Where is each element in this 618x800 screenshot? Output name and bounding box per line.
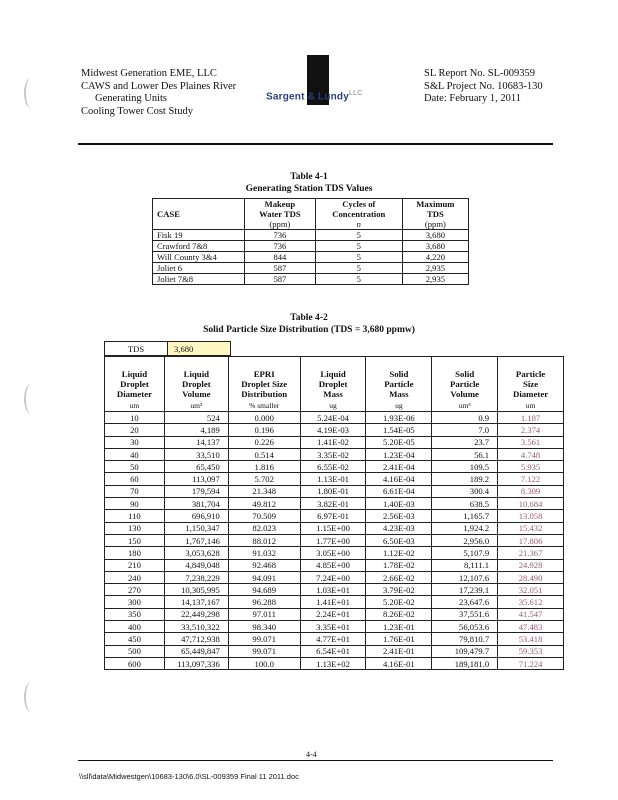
table-cell: 21.348 xyxy=(228,485,300,497)
table-header-row: CASE Water TDS Concentration TDS xyxy=(153,209,469,219)
table-cell: 88.012 xyxy=(228,534,300,546)
table-row xyxy=(105,436,564,448)
table-row xyxy=(105,596,564,608)
table-cell: 91.032 xyxy=(228,547,300,559)
table-cell: 300.4 xyxy=(432,485,498,497)
table-cell: 450 xyxy=(105,633,165,645)
table-cell: 8.26E-02 xyxy=(366,608,432,620)
table-cell: 2.24E+01 xyxy=(300,608,366,620)
table-cell: 7.24E+00 xyxy=(300,571,366,583)
project-number: S&L Project No. 10683-130 xyxy=(424,80,543,92)
table-cell: 8.309 xyxy=(498,485,564,497)
table-cell: 2.56E-03 xyxy=(366,510,432,522)
table-cell: 70 xyxy=(105,485,165,497)
footer-rule xyxy=(78,760,553,761)
table-cell: 20 xyxy=(105,424,165,436)
table-cell: 210 xyxy=(105,559,165,571)
table-cell: 10,305,995 xyxy=(164,584,228,596)
table-cell: 696,910 xyxy=(164,510,228,522)
table-row: Fisk 19 736 5 3,680 xyxy=(153,230,469,241)
table-cell: 110 xyxy=(105,510,165,522)
page-number: 4-4 xyxy=(306,750,317,759)
table-cell: 30 xyxy=(105,436,165,448)
table-row: Joliet 7&8 587 5 2,935 xyxy=(153,274,469,285)
table-cell: 5.20E-02 xyxy=(366,596,432,608)
table-cell: 15.432 xyxy=(498,522,564,534)
table-cell: 3.79E-02 xyxy=(366,584,432,596)
table-cell: 109.5 xyxy=(432,461,498,473)
table-row: Will County 3&4 844 5 4,220 xyxy=(153,252,469,263)
table-cell: 1,924.2 xyxy=(432,522,498,534)
table-cell: 350 xyxy=(105,608,165,620)
table-cell: 1.41E-02 xyxy=(300,436,366,448)
table-cell: 82.023 xyxy=(228,522,300,534)
table-cell: 5.24E-04 xyxy=(300,412,366,424)
table-unit-row: (ppm) n (ppm) xyxy=(153,219,469,230)
table-row xyxy=(105,485,564,497)
table-cell: 0.196 xyxy=(228,424,300,436)
table-cell: 270 xyxy=(105,584,165,596)
table-cell: 1,767,146 xyxy=(164,534,228,546)
table-cell: 500 xyxy=(105,645,165,657)
table-cell: 4.16E-01 xyxy=(366,657,432,669)
table-cell: 23.7 xyxy=(432,436,498,448)
table-cell: 2.41E-01 xyxy=(366,645,432,657)
table-row xyxy=(105,510,564,522)
table-cell: 3,053,628 xyxy=(164,547,228,559)
table-row: Joliet 6 587 5 2,935 xyxy=(153,263,469,274)
table-cell: 1,150,347 xyxy=(164,522,228,534)
table-cell: 400 xyxy=(105,621,165,633)
table-cell: 28.490 xyxy=(498,571,564,583)
table-cell: 59.353 xyxy=(498,645,564,657)
table-cell: 381,704 xyxy=(164,498,228,510)
table-unit-row: um um³ % smaller ug ug um³ um xyxy=(105,399,564,412)
table-cell: 23,647.6 xyxy=(432,596,498,608)
table-cell: 6.50E-03 xyxy=(366,534,432,546)
table-cell: 4.23E-03 xyxy=(366,522,432,534)
table-cell: 100.0 xyxy=(228,657,300,669)
table-cell: 47.483 xyxy=(498,621,564,633)
table-header-row: Makeup Cycles of Maximum xyxy=(153,199,469,210)
table-row xyxy=(105,461,564,473)
table-cell: 10.684 xyxy=(498,498,564,510)
table-cell: 0.000 xyxy=(228,412,300,424)
table-cell: 22,449,298 xyxy=(164,608,228,620)
table-cell: 189,181.0 xyxy=(432,657,498,669)
table-cell: 1.41E+01 xyxy=(300,596,366,608)
table-cell: 17.806 xyxy=(498,534,564,546)
table-cell: 6.54E+01 xyxy=(300,645,366,657)
table-row xyxy=(105,522,564,534)
table-4-2-title: Table 4-2 Solid Particle Size Distribution (TDS = 3,680 ppmw) xyxy=(203,313,415,335)
table-cell: 94.689 xyxy=(228,584,300,596)
table-cell: 6.55E-02 xyxy=(300,461,366,473)
table-cell: 150 xyxy=(105,534,165,546)
report-date: Date: February 1, 2011 xyxy=(424,93,522,105)
table-cell: 94.091 xyxy=(228,571,300,583)
header-right xyxy=(424,68,543,106)
table-cell: 179,594 xyxy=(164,485,228,497)
table-cell: 3.82E-01 xyxy=(300,498,366,510)
table-cell: 60 xyxy=(105,473,165,485)
table-cell: 4,849,048 xyxy=(164,559,228,571)
table-4-1 xyxy=(152,198,469,285)
table-row xyxy=(105,498,564,510)
table-cell: 99.071 xyxy=(228,633,300,645)
table-cell: 97.011 xyxy=(228,608,300,620)
table-cell: 4,189 xyxy=(164,424,228,436)
table-cell: 1.77E+00 xyxy=(300,534,366,546)
table-cell: 5,107.9 xyxy=(432,547,498,559)
table-4-2 xyxy=(104,356,564,670)
table-cell: 41.547 xyxy=(498,608,564,620)
table-row xyxy=(105,473,564,485)
table-cell: 12,107.6 xyxy=(432,571,498,583)
tds-input-box xyxy=(104,341,231,356)
table-cell: 7.0 xyxy=(432,424,498,436)
table-cell: 7.122 xyxy=(498,473,564,485)
table-cell: 71.224 xyxy=(498,657,564,669)
table-cell: 33,510 xyxy=(164,448,228,460)
table-cell: 7,238,229 xyxy=(164,571,228,583)
table-cell: 2,956.0 xyxy=(432,534,498,546)
table-header-row: Liquid Liquid EPRI Liquid Solid Solid Particle xyxy=(105,357,564,380)
sargent-lundy-logo: Sargent & Lundy$^{LLC}$ xyxy=(266,90,363,103)
table-cell: 1.13E+02 xyxy=(300,657,366,669)
table-cell: 32.051 xyxy=(498,584,564,596)
table-cell: 56,053.6 xyxy=(432,621,498,633)
table-cell: 1.80E-01 xyxy=(300,485,366,497)
punch-hole-mark xyxy=(24,78,38,108)
tds-value-cell: 3,680 xyxy=(168,342,231,356)
table-cell: 53.418 xyxy=(498,633,564,645)
table-cell: 113,097 xyxy=(164,473,228,485)
table-cell: 8,111.1 xyxy=(432,559,498,571)
table-cell: 3.35E+01 xyxy=(300,621,366,633)
table-cell: 3.35E-02 xyxy=(300,448,366,460)
table-cell: 21.367 xyxy=(498,547,564,559)
table-cell: 4.85E+00 xyxy=(300,559,366,571)
table-cell: 56.1 xyxy=(432,448,498,460)
table-cell: 1.93E-06 xyxy=(366,412,432,424)
table-row xyxy=(105,571,564,583)
table-cell: 1.76E-01 xyxy=(366,633,432,645)
table-header-row: Droplet Droplet Droplet Size Droplet Particle Particle Size xyxy=(105,379,564,389)
table-cell: 17,239.1 xyxy=(432,584,498,596)
table-cell: 180 xyxy=(105,547,165,559)
table-cell: 10 xyxy=(105,412,165,424)
punch-hole-mark xyxy=(24,682,38,712)
table-row xyxy=(105,547,564,559)
table-cell: 3.561 xyxy=(498,436,564,448)
header-left xyxy=(81,68,236,118)
table-4-2-body xyxy=(105,412,564,670)
table-cell: 240 xyxy=(105,571,165,583)
table-cell: 638.5 xyxy=(432,498,498,510)
table-cell: 4.748 xyxy=(498,448,564,460)
table-cell: 1.03E+01 xyxy=(300,584,366,596)
table-cell: 40 xyxy=(105,448,165,460)
table-row xyxy=(105,657,564,669)
table-cell: 4.16E-04 xyxy=(366,473,432,485)
table-cell: 1.23E-04 xyxy=(366,448,432,460)
table-cell: 1.78E-02 xyxy=(366,559,432,571)
table-cell: 6.97E-01 xyxy=(300,510,366,522)
table-cell: 99.071 xyxy=(228,645,300,657)
table-cell: 1.54E-05 xyxy=(366,424,432,436)
table-cell: 1.12E-02 xyxy=(366,547,432,559)
table-row xyxy=(105,424,564,436)
table-cell: 1.15E+00 xyxy=(300,522,366,534)
study-name: Cooling Tower Cost Study xyxy=(81,105,193,117)
table-cell: 3.05E+00 xyxy=(300,547,366,559)
table-cell: 1.816 xyxy=(228,461,300,473)
footer-file-path: \\sll\data\Midwestgen\10683-130\6.0\SL-009359 Final 11 2011.doc xyxy=(79,772,299,781)
table-cell: 65,449,847 xyxy=(164,645,228,657)
table-cell: 1.40E-03 xyxy=(366,498,432,510)
project-name: CAWS and Lower Des Plaines River xyxy=(81,80,237,92)
table-row xyxy=(105,633,564,645)
table-cell: 5.935 xyxy=(498,461,564,473)
table-cell: 6.61E-04 xyxy=(366,485,432,497)
table-cell: 1.23E-01 xyxy=(366,621,432,633)
table-4-1-title: Table 4-1 Generating Station TDS Values xyxy=(245,172,373,194)
table-cell: 98.340 xyxy=(228,621,300,633)
table-cell: 189.2 xyxy=(432,473,498,485)
table-cell: 96.288 xyxy=(228,596,300,608)
table-cell: 70.509 xyxy=(228,510,300,522)
table-row xyxy=(105,584,564,596)
table-cell: 5.702 xyxy=(228,473,300,485)
table-cell: 37,551.6 xyxy=(432,608,498,620)
table-cell: 49.812 xyxy=(228,498,300,510)
table-cell: 35.612 xyxy=(498,596,564,608)
table-row xyxy=(105,608,564,620)
table-cell: 90 xyxy=(105,498,165,510)
table-cell: 300 xyxy=(105,596,165,608)
table-cell: 113,097,336 xyxy=(164,657,228,669)
table-row xyxy=(105,559,564,571)
table-row: Crawford 7&8 736 5 3,680 xyxy=(153,241,469,252)
table-cell: 0.514 xyxy=(228,448,300,460)
table-cell: 5.20E-05 xyxy=(366,436,432,448)
table-header-row: Diameter Volume Distribution Mass Mass Volume Diameter xyxy=(105,389,564,399)
table-cell: 33,510,322 xyxy=(164,621,228,633)
table-row xyxy=(105,448,564,460)
table-cell: 47,712,938 xyxy=(164,633,228,645)
tds-label: TDS xyxy=(105,342,168,356)
table-row xyxy=(105,534,564,546)
table-row xyxy=(105,645,564,657)
table-cell: 50 xyxy=(105,461,165,473)
company-name: Midwest Generation EME, LLC xyxy=(81,68,217,79)
table-cell: 0.226 xyxy=(228,436,300,448)
header-rule xyxy=(78,143,553,145)
table-cell: 65,450 xyxy=(164,461,228,473)
table-cell: 4.77E+01 xyxy=(300,633,366,645)
table-cell: 24.928 xyxy=(498,559,564,571)
table-cell: 600 xyxy=(105,657,165,669)
table-cell: 130 xyxy=(105,522,165,534)
table-cell: 1.187 xyxy=(498,412,564,424)
project-subname: Generating Units xyxy=(95,93,168,105)
table-cell: 524 xyxy=(164,412,228,424)
table-cell: 1.13E-01 xyxy=(300,473,366,485)
table-cell: 1,165.7 xyxy=(432,510,498,522)
table-cell: 2.66E-02 xyxy=(366,571,432,583)
table-cell: 2.374 xyxy=(498,424,564,436)
table-row xyxy=(105,412,564,424)
table-row xyxy=(105,621,564,633)
table-cell: 4.19E-03 xyxy=(300,424,366,436)
table-cell: 0.9 xyxy=(432,412,498,424)
table-cell: 14,137,167 xyxy=(164,596,228,608)
punch-hole-mark xyxy=(24,384,38,414)
report-number: SL Report No. SL-009359 xyxy=(424,68,536,79)
table-cell: 79,810.7 xyxy=(432,633,498,645)
table-cell: 109,479.7 xyxy=(432,645,498,657)
table-cell: 2.41E-04 xyxy=(366,461,432,473)
table-cell: 92.468 xyxy=(228,559,300,571)
table-cell: 13.058 xyxy=(498,510,564,522)
table-cell: 14,137 xyxy=(164,436,228,448)
